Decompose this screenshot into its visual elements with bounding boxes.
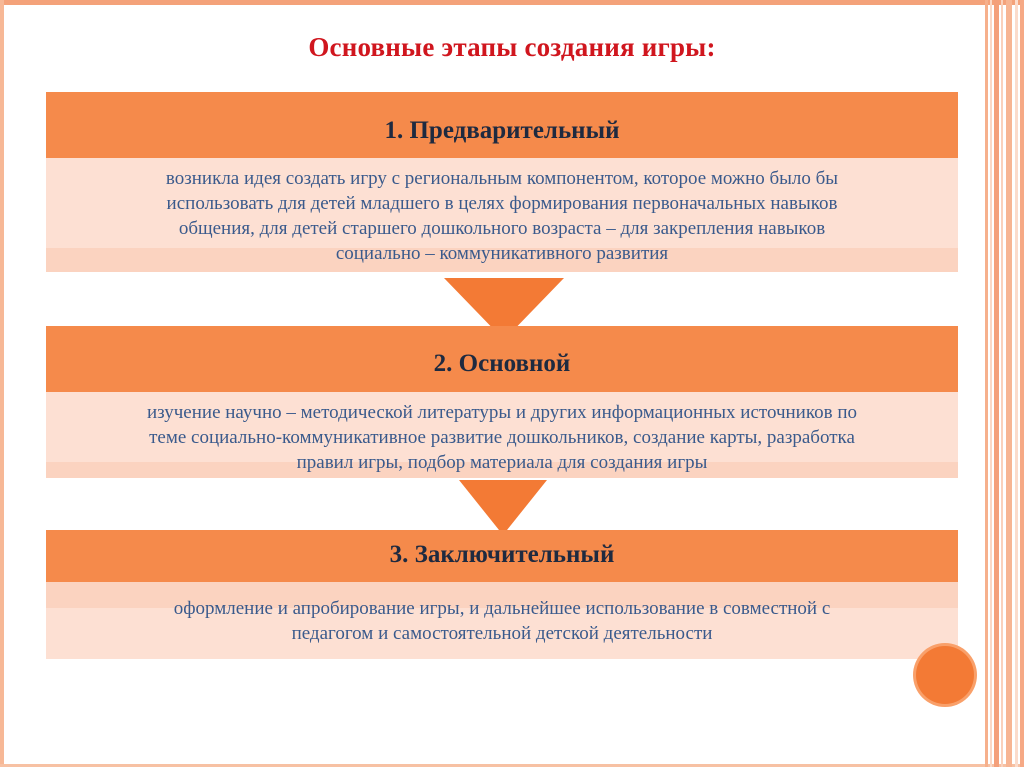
decorative-stripes: [985, 0, 1024, 767]
stage-2-text-line: правил игры, подбор материала для создания игры: [296, 452, 708, 473]
stage-2-heading: 2. Основной: [433, 350, 571, 377]
stage-2-body: [46, 392, 958, 478]
slide-title: Основные этапы создания игры:: [308, 32, 716, 62]
stage-1-text-line: использовать для детей младшего в целях формирования первоначальных навыков: [166, 193, 838, 214]
stage-1-header: [46, 92, 958, 158]
stage-1-body: [46, 158, 958, 272]
stage-1-heading: 1. Предварительный: [384, 117, 620, 144]
stage-3-header: [46, 530, 958, 582]
stage-2-text-line: теме социально-коммуникативное развитие дошкольников, создание карты, разработка: [149, 427, 855, 448]
stage-1-text-line: возникла идея создать игру с региональным компонентом, которое можно было бы: [165, 168, 839, 189]
stage-2-text-line: изучение научно – методической литературы и других информационных источников по: [146, 402, 858, 423]
stage-2-header: [46, 326, 958, 392]
stage-3-heading: 3. Заключительный: [389, 541, 615, 568]
stage-1-text-line: социально – коммуникативного развития: [335, 243, 669, 264]
stage-3-body: [46, 582, 958, 659]
stage-3-text-line: оформление и апробирование игры, и дальнейшее использование в совместной с: [173, 598, 831, 619]
frame-left-border: [0, 0, 4, 767]
stage-3-text-line: педагогом и самостоятельной детской деятельности: [291, 623, 713, 644]
stage-1-text-line: общения, для детей старшего дошкольного возраста – для закрепления навыков: [178, 218, 826, 239]
decorative-circle-icon: [916, 646, 974, 704]
arrow-down-icon: [459, 480, 547, 535]
frame-top-border: [0, 0, 1024, 5]
